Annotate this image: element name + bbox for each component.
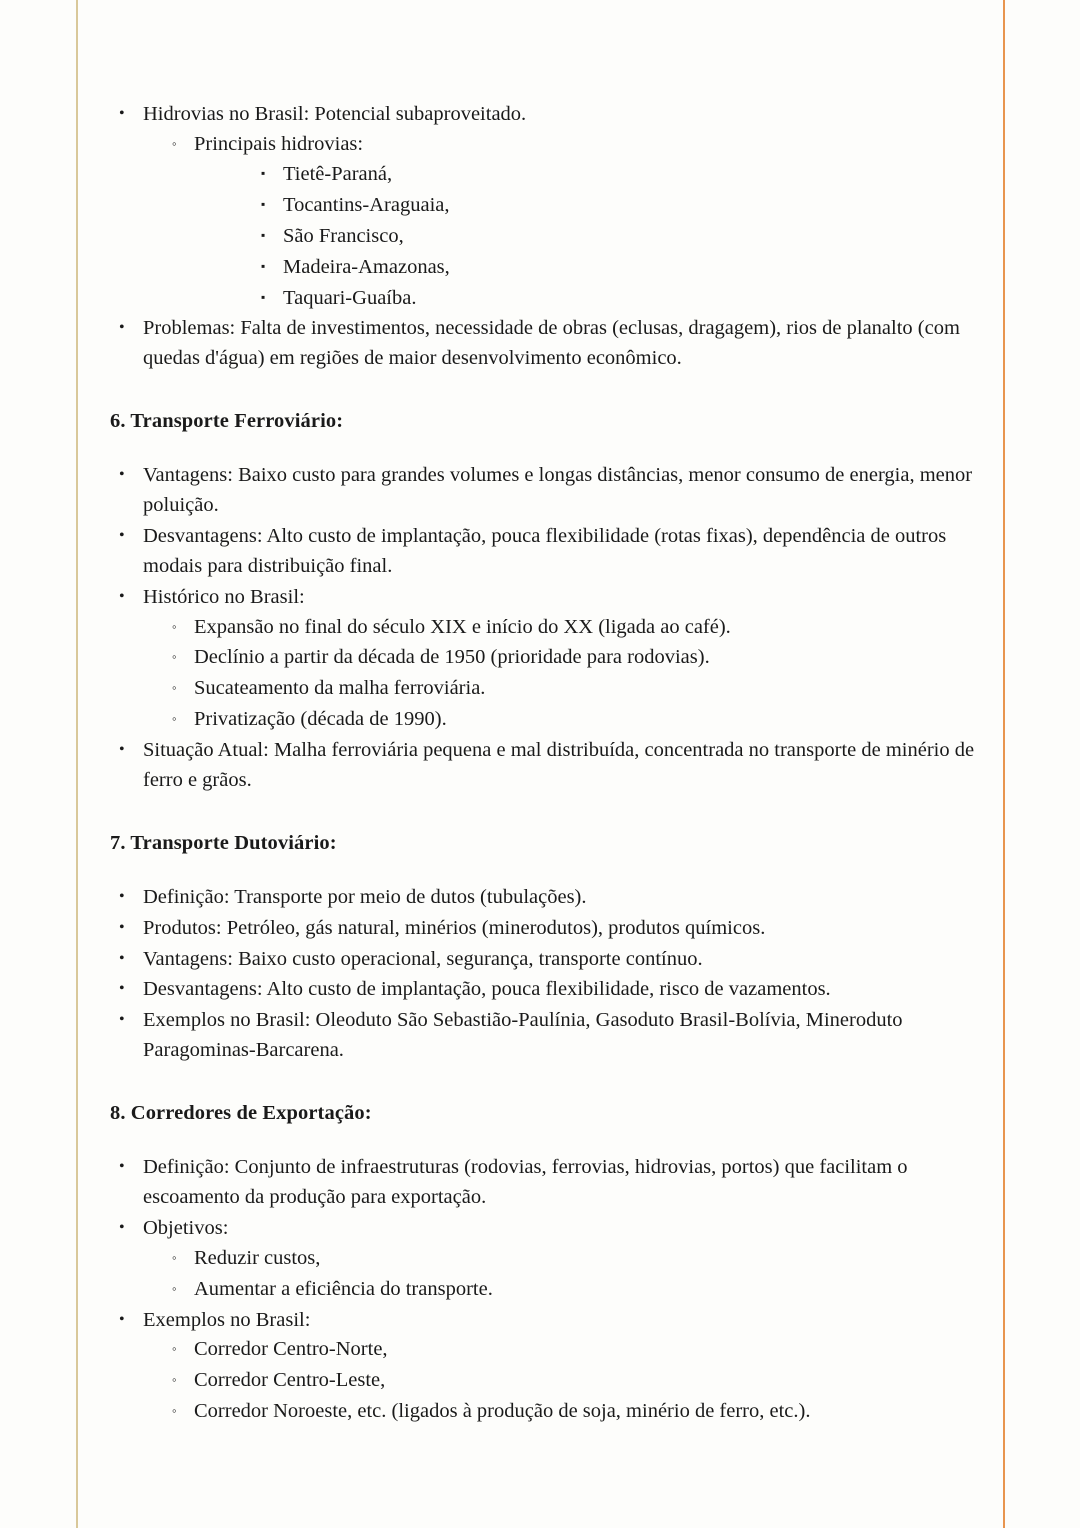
list-item xyxy=(110,975,985,1005)
list-item xyxy=(160,674,985,704)
dutoviario-desvantagens: Desvantagens: Alto custo de implantação, pouca flexibilidade, risco de vazamentos. xyxy=(143,978,831,1001)
list-item xyxy=(110,314,985,374)
list-item xyxy=(110,461,985,521)
objetivo-item: Aumentar a eficiência do transporte. xyxy=(194,1277,493,1300)
corredor-item: Corredor Centro-Leste, xyxy=(194,1369,386,1392)
list-item xyxy=(160,1335,985,1365)
corredor-item: Corredor Centro-Norte, xyxy=(194,1338,388,1361)
bullet-disc-icon: • xyxy=(119,319,125,337)
list-item xyxy=(249,160,985,190)
list-item xyxy=(110,1153,985,1213)
bullet-circle-icon: ◦ xyxy=(172,1403,177,1419)
bullet-disc-icon: • xyxy=(119,105,125,122)
bullet-circle-icon: ◦ xyxy=(172,1249,177,1265)
bullet-circle-icon: ◦ xyxy=(172,618,177,634)
list-item xyxy=(110,583,985,736)
bullet-circle-icon: ◦ xyxy=(172,680,177,696)
ferroviario-historico-label: Histórico no Brasil: xyxy=(143,585,305,608)
corredores-objetivos-label: Objetivos: xyxy=(143,1216,229,1239)
document-content xyxy=(110,100,985,1429)
hidrovias-intro: Hidrovias no Brasil: Potencial subaproveitado. xyxy=(143,103,527,125)
hidrovia-name: Tocantins-Araguaia, xyxy=(283,193,450,216)
objetivo-item: Reduzir custos, xyxy=(194,1246,321,1269)
list-item xyxy=(249,284,985,314)
bullet-disc-icon: • xyxy=(119,1157,125,1175)
bullet-disc-icon: • xyxy=(119,741,125,759)
hidrovias-problemas: Problemas: Falta de investimentos, necessidade de obras (eclusas, dragagem), rios de planalto (com quedas d'água) em regiões de maior desenvolvimento econômico. xyxy=(143,317,960,370)
bullet-disc-icon: • xyxy=(119,587,125,605)
historico-item: Expansão no final do século XIX e início do XX (ligada ao café). xyxy=(194,615,731,638)
bullet-disc-icon: • xyxy=(119,918,125,936)
bullet-disc-icon: • xyxy=(119,949,125,967)
page-right-rule xyxy=(1003,0,1005,1528)
list-item xyxy=(160,705,985,735)
section-heading-ferroviario: 6. Transporte Ferroviário: xyxy=(110,410,344,433)
list-item xyxy=(249,191,985,221)
corredores-list xyxy=(110,1153,985,1427)
bullet-disc-icon: • xyxy=(119,526,125,544)
list-item xyxy=(160,1275,985,1305)
dutoviario-exemplos: Exemplos no Brasil: Oleoduto São Sebastião-Paulínia, Gasoduto Brasil-Bolívia, Mineroduto Paragominas-Barcarena. xyxy=(143,1009,903,1062)
hidrovias-list xyxy=(110,100,985,374)
hidrovias-sublist xyxy=(143,130,985,314)
hidrovia-name: São Francisco, xyxy=(283,224,404,247)
bullet-square-icon: ▪ xyxy=(261,165,266,180)
ferroviario-list xyxy=(110,461,985,796)
list-item xyxy=(160,613,985,643)
bullet-square-icon: ▪ xyxy=(261,258,266,273)
hidrovia-name: Tietê-Paraná, xyxy=(283,162,393,185)
list-item xyxy=(110,1006,985,1066)
bullet-disc-icon: • xyxy=(119,980,125,998)
list-item xyxy=(110,100,985,313)
corredores-definicao: Definição: Conjunto de infraestruturas (rodovias, ferrovias, hidrovias, portos) que facilitam o escoamento da produção para exportação. xyxy=(143,1155,908,1208)
section-heading-dutoviario: 7. Transporte Dutoviário: xyxy=(110,832,337,855)
section-heading-corredores: 8. Corredores de Exportação: xyxy=(110,1102,372,1125)
ferroviario-historico-list xyxy=(143,613,985,736)
list-item xyxy=(160,130,985,314)
corredor-item: Corredor Noroeste, etc. (ligados à produção de soja, minério de ferro, etc.). xyxy=(194,1400,811,1423)
list-item xyxy=(110,736,985,796)
list-item xyxy=(110,1214,985,1305)
bullet-disc-icon: • xyxy=(119,1310,125,1328)
bullet-circle-icon: ◦ xyxy=(172,1372,177,1388)
bullet-circle-icon: ◦ xyxy=(172,649,177,665)
hidrovias-names-list xyxy=(194,160,985,314)
list-item xyxy=(249,222,985,252)
bullet-disc-icon: • xyxy=(119,887,125,905)
list-item xyxy=(160,1244,985,1274)
dutoviario-definicao: Definição: Transporte por meio de dutos (tubulações). xyxy=(143,885,587,908)
list-item xyxy=(160,1366,985,1396)
historico-item: Privatização (década de 1990). xyxy=(194,708,447,731)
dutoviario-vantagens: Vantagens: Baixo custo operacional, segurança, transporte contínuo. xyxy=(143,947,703,970)
list-item xyxy=(110,522,985,582)
bullet-square-icon: ▪ xyxy=(261,289,266,304)
list-item xyxy=(110,914,985,944)
bullet-circle-icon: ◦ xyxy=(172,711,177,727)
bullet-square-icon: ▪ xyxy=(261,227,266,242)
hidrovia-name: Madeira-Amazonas, xyxy=(283,255,450,278)
bullet-disc-icon: • xyxy=(119,465,125,483)
bullet-square-icon: ▪ xyxy=(261,196,266,211)
corredores-exemplos-list xyxy=(143,1335,985,1427)
corredores-exemplos-label: Exemplos no Brasil: xyxy=(143,1308,311,1331)
list-item xyxy=(110,883,985,913)
principais-hidrovias-label: Principais hidrovias: xyxy=(194,132,364,155)
ferroviario-vantagens: Vantagens: Baixo custo para grandes volumes e longas distâncias, menor consumo de energia, menor poluição. xyxy=(143,463,973,516)
dutoviario-list xyxy=(110,883,985,1067)
page-left-rule xyxy=(76,0,78,1528)
bullet-disc-icon: • xyxy=(119,1218,125,1236)
bullet-circle-icon: ◦ xyxy=(172,135,177,151)
dutoviario-produtos: Produtos: Petróleo, gás natural, minérios (minerodutos), produtos químicos. xyxy=(143,916,766,939)
hidrovia-name: Taquari-Guaíba. xyxy=(283,286,417,309)
list-item xyxy=(110,1306,985,1428)
ferroviario-desvantagens: Desvantagens: Alto custo de implantação, pouca flexibilidade (rotas fixas), dependência de outros modais para distribuição final. xyxy=(143,524,947,577)
list-item xyxy=(110,945,985,975)
bullet-circle-icon: ◦ xyxy=(172,1280,177,1296)
list-item xyxy=(249,253,985,283)
ferroviario-situacao-atual: Situação Atual: Malha ferroviária pequena e mal distribuída, concentrada no transporte de minério de ferro e grãos. xyxy=(143,739,975,792)
bullet-disc-icon: • xyxy=(119,1011,125,1029)
bullet-circle-icon: ◦ xyxy=(172,1341,177,1357)
corredores-objetivos-list xyxy=(143,1244,985,1305)
list-item xyxy=(160,1397,985,1427)
list-item xyxy=(160,643,985,673)
historico-item: Declínio a partir da década de 1950 (prioridade para rodovias). xyxy=(194,646,710,669)
historico-item: Sucateamento da malha ferroviária. xyxy=(194,677,486,700)
